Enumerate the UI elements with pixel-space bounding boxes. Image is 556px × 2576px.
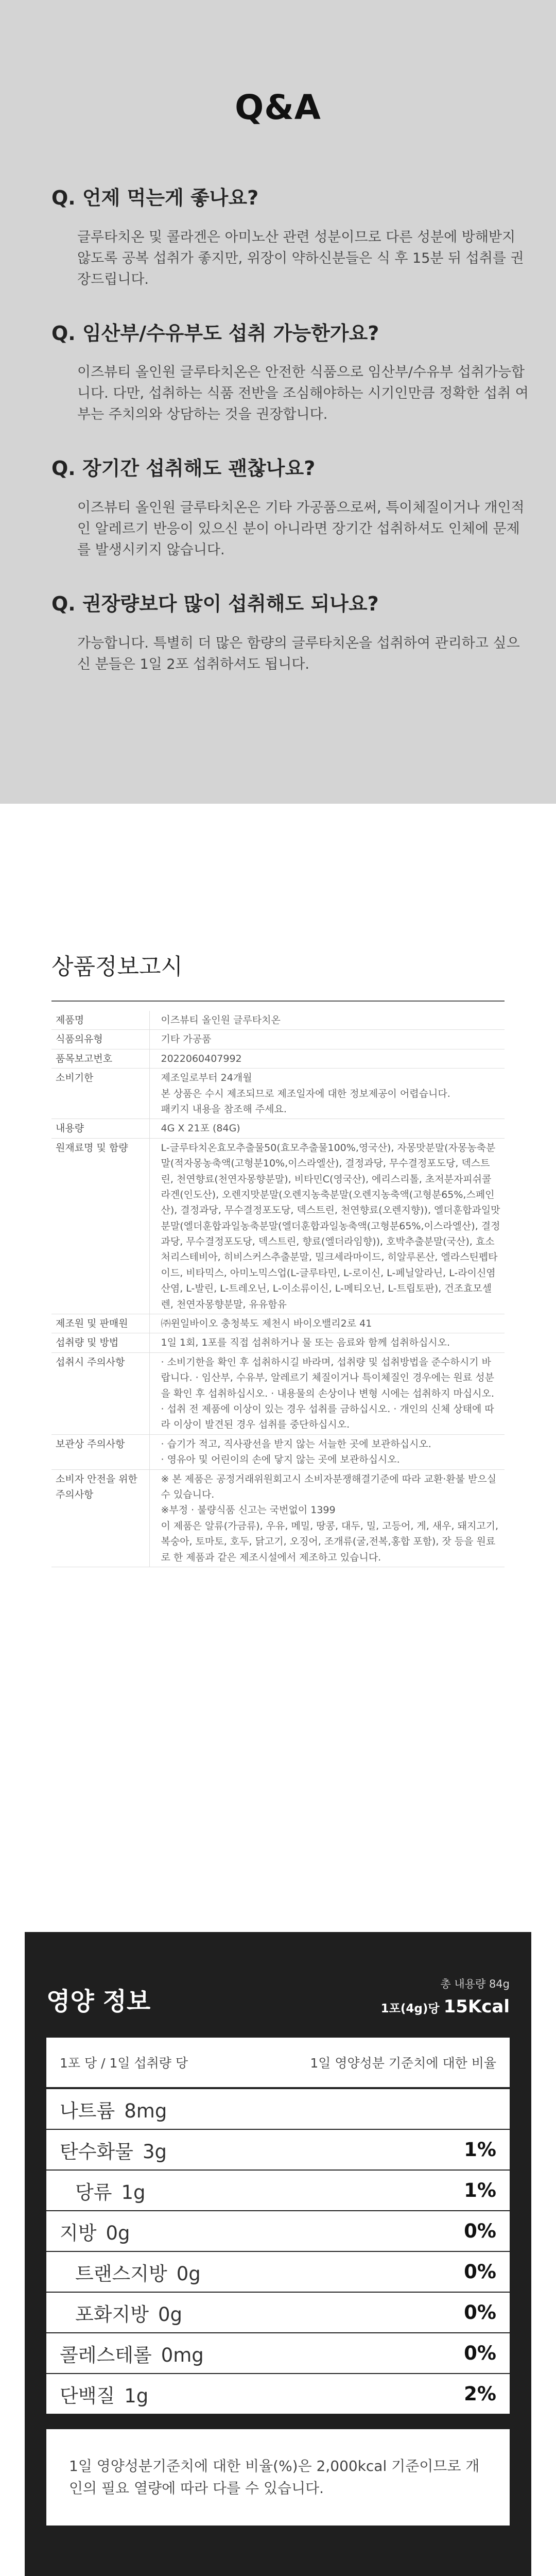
table-row	[51, 1119, 505, 1138]
nutrient-label	[75, 2299, 182, 2327]
nutrient-amount: 1g	[121, 2181, 146, 2204]
nutrient-amount: 1g	[124, 2384, 149, 2407]
row-label: 소비기한	[51, 1069, 149, 1119]
table-row	[51, 1030, 505, 1049]
qa-section	[0, 0, 556, 804]
total-content: 총 내용량 84g	[440, 1978, 510, 1990]
qa-answer: 이즈뷰티 올인원 글루타치온은 안전한 식품으로 임산부/수유부 섭취가능합니다. 다만, 섭취하는 식품 전반을 조심해야하는 시기인만큼 정확한 섭취 여부는 주치의와 상담하는 것을 권장합니다.	[77, 364, 529, 423]
nutrient-row	[46, 2333, 510, 2374]
row-value: 기타 가공품	[149, 1030, 505, 1049]
row-value: 이즈뷰티 올인원 글루타치온	[149, 1011, 505, 1030]
nutrient-label	[75, 2258, 201, 2286]
nutrient-percent: 0%	[464, 2261, 496, 2283]
nutrient-row	[46, 2171, 510, 2211]
row-value: 2022060407992	[149, 1049, 505, 1068]
serving-calories	[381, 1996, 510, 2017]
row-label: 식품의유형	[51, 1030, 149, 1049]
row-label: 내용량	[51, 1119, 149, 1138]
qa-item	[51, 321, 529, 426]
row-value: 제조일로부터 24개월 본 상품은 수시 제조되므로 제조일자에 대한 정보제공이 어렵습니다. 패키지 내용을 참조해 주세요.	[149, 1069, 505, 1119]
nutrient-amount: 0g	[158, 2303, 182, 2326]
table-row	[51, 1352, 505, 1434]
qa-question: Q. 임산부/수유부도 섭취 가능한가요?	[51, 321, 379, 345]
nutrient-name: 당류	[75, 2181, 112, 2204]
nutrition-table	[46, 2038, 510, 2415]
col-daily-value: 1일 영양성분 기준치에 대한 비율	[310, 2056, 496, 2071]
table-row	[51, 1069, 505, 1119]
nutrient-percent: 1%	[464, 2139, 496, 2161]
nutrient-name: 포화지방	[75, 2303, 149, 2326]
nutrient-label	[60, 2340, 204, 2367]
nutrient-name: 나트륨	[60, 2099, 115, 2122]
kcal-value: 15Kcal	[443, 1996, 510, 2017]
nutrient-amount: 3g	[142, 2140, 167, 2163]
nutrition-rows	[46, 2089, 510, 2415]
table-row	[51, 1314, 505, 1333]
qa-question: Q. 언제 먹는게 좋나요?	[51, 187, 259, 209]
row-value: L-글루타치온효모추출물50(효모추출물100%,영국산), 자몽맛분말(자몽농축분말(적자몽농축액(고형분10%,이스라엘산), 결정과당, 무수결정포도당, 덱스트린, 천연향료(천연자몽향분말), 비타민C(영국산), 에리스리톨, 초저분자피쉬콜라겐(인도산), 오렌지맛분말(오렌지농축분말(오렌지농축액(고형분65%,스페인산), 결정과당, 무수결정포도당, 덱스트린, 천연향료(오렌지향)), 엘더훈합과일맛분말(엘더훈합과일농축분말(엘더훈합과일농축액(고형분65%,이스라엘산), 결정과당, 무수결정포도당, 덱스트린, 향료(엘더라임향)), 호박추출분말(국산), 효소처리스테비아, 히비스커스추출분말, 밀크세라마이드, 히알루론산, 엘라스틴펩타이드, 비타믹스, 아미노믹스업(L-글루타민, L-로이신, L-페닐알라닌, L-라이신염산염, L-발린, L-트레오닌, L-이소류이신, L-메티오닌, L-트립토판), 건조효모셀렌, 천연자몽향분말, 유유함유	[149, 1138, 505, 1314]
qa-answer: 가능합니다. 특별히 더 많은 함량의 글루타치온을 섭취하여 관리하고 싶으신 분들은 1일 2포 섭취하셔도 됩니다.	[77, 635, 520, 672]
row-label: 섭취시 주의사항	[51, 1352, 149, 1434]
row-label: 원재료명 및 함량	[51, 1138, 149, 1314]
table-row	[51, 1333, 505, 1352]
row-label: 소비자 안전을 위한 주의사항	[51, 1469, 149, 1567]
qa-question: Q. 장기간 섭취해도 괜찮나요?	[51, 457, 316, 480]
nutrition-meta	[381, 1976, 510, 2017]
nutrient-name: 지방	[60, 2222, 97, 2244]
qa-item	[51, 457, 525, 561]
nutrient-row	[46, 2374, 510, 2415]
nutrient-percent: 0%	[464, 2342, 496, 2364]
qa-list	[0, 187, 556, 675]
nutrient-row	[46, 2293, 510, 2333]
nutrient-amount: 0g	[176, 2262, 201, 2285]
nutrient-row	[46, 2211, 510, 2252]
nutrient-label	[60, 2217, 130, 2245]
serving-size: 1포(4g)당	[380, 2002, 440, 2015]
nutrition-header	[46, 1932, 510, 2038]
nutrient-name: 콜레스테롤	[60, 2344, 152, 2366]
row-value: 4G X 21포 (84G)	[149, 1119, 505, 1138]
table-row	[51, 1434, 505, 1469]
nutrient-name: 트랜스지방	[75, 2262, 167, 2285]
table-row	[51, 1011, 505, 1030]
row-label: 보관상 주의사항	[51, 1434, 149, 1469]
nutrient-name: 탄수화물	[60, 2140, 133, 2163]
notice-title: 상품정보고시	[51, 948, 505, 1002]
nutrient-percent: 0%	[464, 2301, 496, 2324]
nutrient-row	[46, 2130, 510, 2171]
nutrient-percent: 2%	[464, 2383, 496, 2405]
qa-item	[51, 187, 524, 290]
nutrient-row	[46, 2252, 510, 2293]
table-row	[51, 1138, 505, 1314]
nutrition-table-header	[46, 2038, 510, 2089]
nutrient-amount: 8mg	[124, 2099, 167, 2122]
nutrient-amount: 0g	[106, 2222, 130, 2244]
row-label: 품목보고번호	[51, 1049, 149, 1068]
nutrient-row	[46, 2089, 510, 2130]
nutrient-amount: 0mg	[161, 2344, 204, 2366]
qa-item	[51, 592, 520, 675]
nutrient-name: 단백질	[60, 2384, 115, 2407]
row-value: ※ 본 제품은 공정거래위원회고시 소비자분쟁해결기준에 따라 교환·환불 받으실 수 있습니다. ※부정 · 불량식품 신고는 국번없이 1399 이 제품은 알류(가금류), 우유, 메밀, 땅콩, 대두, 밀, 고등어, 게, 새우, 돼지고기, 복숭아, 토마토, 호두, 닭고기, 오징어, 조개류(굴,전복,홍합 포함), 잣 등을 원료로 한 제품과 같은 제조시설에서 제조하고 있습니다.	[149, 1469, 505, 1567]
product-notice-section	[0, 804, 556, 2497]
nutrition-panel	[25, 1932, 531, 2576]
nutrition-note: 1일 영양성분기준치에 대한 비율(%)은 2,000kcal 기준이므로 개인의 필요 열량에 따라 다를 수 있습니다.	[46, 2429, 510, 2526]
nutrient-label	[75, 2177, 146, 2205]
table-row	[51, 1049, 505, 1068]
nutrient-percent: 1%	[464, 2179, 496, 2201]
row-label: 섭취량 및 방법	[51, 1333, 149, 1352]
nutrient-label	[60, 2136, 167, 2164]
qa-title: Q&A	[235, 88, 321, 127]
row-value: ㈜윈일바이오 충청북도 제천시 바이오밸리2로 41	[149, 1314, 505, 1333]
row-label: 제품명	[51, 1011, 149, 1030]
nutrient-label	[60, 2380, 148, 2408]
notice-table	[51, 1011, 505, 1567]
table-row	[51, 1469, 505, 1567]
qa-answer: 이즈뷰티 올인원 글루타치온은 기타 가공품으로써, 특이체질이거나 개인적인 알레르기 반응이 있으신 분이 아니라면 장기간 섭취하셔도 인체에 문제를 발생시키지 않습니다.	[77, 499, 525, 558]
nutrient-percent: 0%	[464, 2220, 496, 2242]
nutrient-label	[60, 2095, 167, 2123]
col-per-serving: 1포 당 / 1일 섭취량 당	[60, 2056, 188, 2071]
row-value: · 소비기한을 확인 후 섭취하시길 바라며, 섭취량 및 섭취방법을 준수하시기 바랍니다. · 임산부, 수유부, 알레르기 체질이거나 특이체질인 경우에는 원료 성분을 확인 후 섭취하십시오. · 내용물의 손상이나 변형 시에는 섭취하지 마십시오. · 섭취 전 제품에 이상이 있는 경우 섭취를 금하십시오. · 개인의 신체 상태에 따라 이상이 발견된 경우 섭취를 중단하십시오.	[149, 1352, 505, 1434]
qa-answer: 글루타치온 및 콜라겐은 아미노산 관련 성분이므로 다른 성분에 방해받지 않도록 공복 섭취가 좋지만, 위장이 약하신분들은 식 후 15분 뒤 섭취를 권장드립니다.	[77, 229, 524, 287]
nutrition-title: 영양 정보	[46, 1987, 151, 2016]
row-label: 제조원 및 판매원	[51, 1314, 149, 1333]
row-value: · 습기가 적고, 직사광선을 받지 않는 서늘한 곳에 보관하십시오. · 영유아 및 어린이의 손에 닿지 않는 곳에 보관하십시오.	[149, 1434, 505, 1469]
qa-question: Q. 권장량보다 많이 섭취해도 되나요?	[51, 592, 379, 616]
row-value: 1일 1회, 1포를 직접 섭취하거나 물 또는 음료와 함께 섭취하십시오.	[149, 1333, 505, 1352]
